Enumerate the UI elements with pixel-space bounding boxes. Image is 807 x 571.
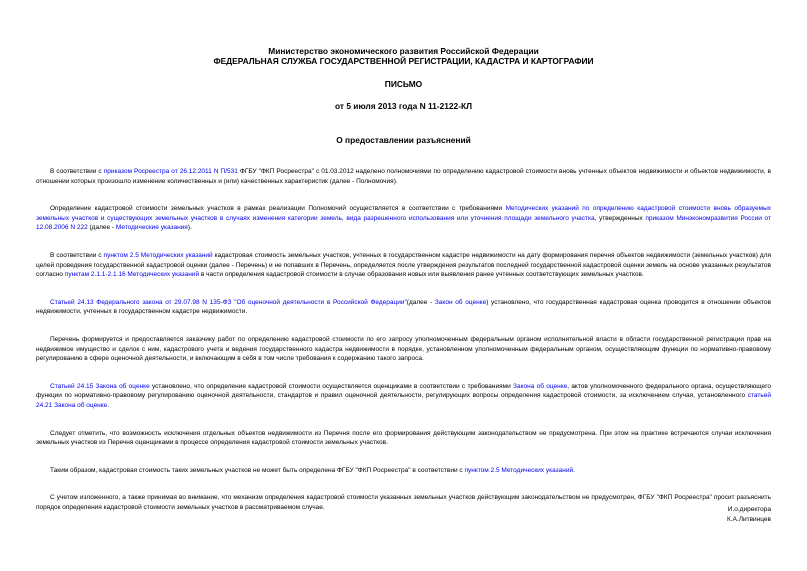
- paragraph-text: в части определения кадастровой стоимости в случае образования новых или выявления ранее учтенных соответствующих земельных участков.: [199, 271, 644, 279]
- document-link[interactable]: Закон об оценке: [434, 298, 487, 306]
- paragraph-3: [36, 251, 771, 280]
- paragraph-7: [36, 429, 771, 448]
- paragraph-text: Перечень формируется и предоставляется заказчику работ по определению кадастровой стоимости по его запросу уполномоченным федеральным органом исполнительной власти в области государственной регистрации прав на недвижимое имущество и сделок с ним, кадастрового учета и ведения государственного кадастра недвижимости в порядке, установленном уполномоченным федеральным органом, осуществляющим функции по нормативно-правовому регулированию в сфере оценочной деятельности, и включающим в себя в том числе требования к содержанию такого запроса.: [36, 335, 771, 363]
- paragraph-text: , актов уполномоченного федерального органа, осуществляющего функции по нормативно-правовому регулированию оценочной деятельности, стандартов и правил оценочной деятельности, регулирующих вопросы определения кадастровой стоимости, за исключением случая, установленного: [36, 382, 771, 400]
- paragraph-4: [36, 298, 771, 317]
- paragraph-5: [36, 335, 771, 364]
- signature-name: К.А.Литвинцев: [727, 515, 771, 523]
- document-link[interactable]: Методические указания: [115, 224, 188, 232]
- document-link[interactable]: приказом Минэкономразвития России от 12.08.2006 N 222: [36, 214, 771, 232]
- document-link[interactable]: Закона об оценке: [513, 382, 568, 390]
- paragraph-text: В соответствии с: [50, 251, 104, 259]
- paragraph-1: [36, 167, 771, 186]
- document-link[interactable]: приказом Росреестра от 26.12.2011 N П/531: [103, 168, 238, 175]
- document-type: ПИСЬМО: [384, 79, 423, 89]
- paragraph-text: ФГБУ "ФКП Росреестра" с 01.03.2012 наделено полномочиями по определению кадастровой стоимости вновь учтенных объектов недвижимости и объектов недвижимости, в отношении которых произошло изменение количественных и (или) качественных характеристик (далее - Полномочия).: [36, 168, 772, 185]
- paragraph-2: [36, 204, 771, 233]
- paragraph-text: ) установлено, что государственная кадастровая оценка проводится в отношении объектов недвижимости, учтенных в государственном кадастре недвижимости.: [36, 298, 771, 316]
- paragraph-text: .: [107, 401, 110, 409]
- document-link[interactable]: Статьей 24.13 Федерального закона от 29.07.98 N 135-ФЗ "Об оценочной деятельности в Российской Федерации": [50, 298, 407, 306]
- ministry-name: Министерство экономического развития Российской Федерации: [268, 46, 539, 56]
- paragraph-text: (далее -: [406, 298, 435, 306]
- paragraph-text: Следует отметить, что возможность исключения отдельных объектов недвижимости из Перечня после его формирования действующим законодательством не предусмотрена. При этом на практике встречаются случаи исключения земельных участков из Перечня оценщиками в процессе определения кадастровой стоимости земельных участков.: [36, 429, 771, 447]
- paragraph-text: В соответствии с: [50, 168, 104, 175]
- document-link[interactable]: Статьей 24.15 Закона об оценке: [50, 382, 150, 390]
- document-link[interactable]: Методических указаний по определению кадастровой стоимости вновь образуемых земельных участков и существующих земельных участков в случаях изменения категории земель, вида разрешенного использования или уточнения площади земельного участка: [36, 205, 771, 222]
- document-body: [36, 167, 771, 512]
- paragraph-text: (далее -: [87, 224, 116, 232]
- paragraph-9: [36, 493, 771, 512]
- paragraph-6: [36, 382, 771, 411]
- paragraph-text: ).: [187, 224, 192, 232]
- signature-position: И.о.директора: [727, 506, 771, 513]
- paragraph-8: [36, 466, 771, 476]
- paragraph-text: .: [573, 466, 575, 474]
- document-link[interactable]: пунктом 2.5 Методических указаний: [464, 466, 574, 474]
- paragraph-text: С учетом изложенного, а также принимая во внимание, что механизм определения кадастровой стоимости указанных земельных участков действующим законодательством не предусмотрен, ФГБУ "ФКП Росреестра" просит разъяснить порядок определения кадастровой стоимости земельных участков в рассматриваемом случае.: [36, 494, 771, 511]
- paragraph-text: , утвержденных: [594, 214, 646, 222]
- document-subject: О предоставлении разъяснений: [336, 135, 471, 145]
- paragraph-text: кадастровая стоимость земельных участков, учтенных в государственном кадастре недвижимости на дату формирования перечня объектов недвижимости (земельных участков) для целей проведения государственной кадастровой оценки (далее - Перечень) и не попавших в Перечень, определяется после утверждения результатов последней государственной кадастровой оценки земель на основе указанных результатов согласно: [36, 251, 772, 279]
- document-link[interactable]: статьей 24.21 Закона об оценке: [36, 392, 771, 409]
- document-date-number: от 5 июля 2013 года N 11-2122-КЛ: [334, 101, 472, 111]
- paragraph-text: установлено, что определение кадастровой стоимости осуществляется оценщиками в соответствии с требованиями: [149, 382, 514, 390]
- document-link[interactable]: пунктом 2.5 Методических указаний: [103, 251, 213, 259]
- signature-block: [727, 505, 771, 524]
- document-link[interactable]: пунктам 2.1.1-2.1.16 Методических указаний: [64, 271, 200, 279]
- service-name: ФЕДЕРАЛЬНАЯ СЛУЖБА ГОСУДАРСТВЕННОЙ РЕГИСТРАЦИИ, КАДАСТРА И КАРТОГРАФИИ: [213, 56, 594, 66]
- paragraph-text: Таким образом, кадастровая стоимость таких земельных участков не может быть определена ФГБУ "ФКП Росреестра" в соответствии с: [50, 466, 465, 474]
- paragraph-text: Определение кадастровой стоимости земельных участков в рамках реализации Полномочий осуществляется в соответствии с требованиями: [50, 205, 506, 213]
